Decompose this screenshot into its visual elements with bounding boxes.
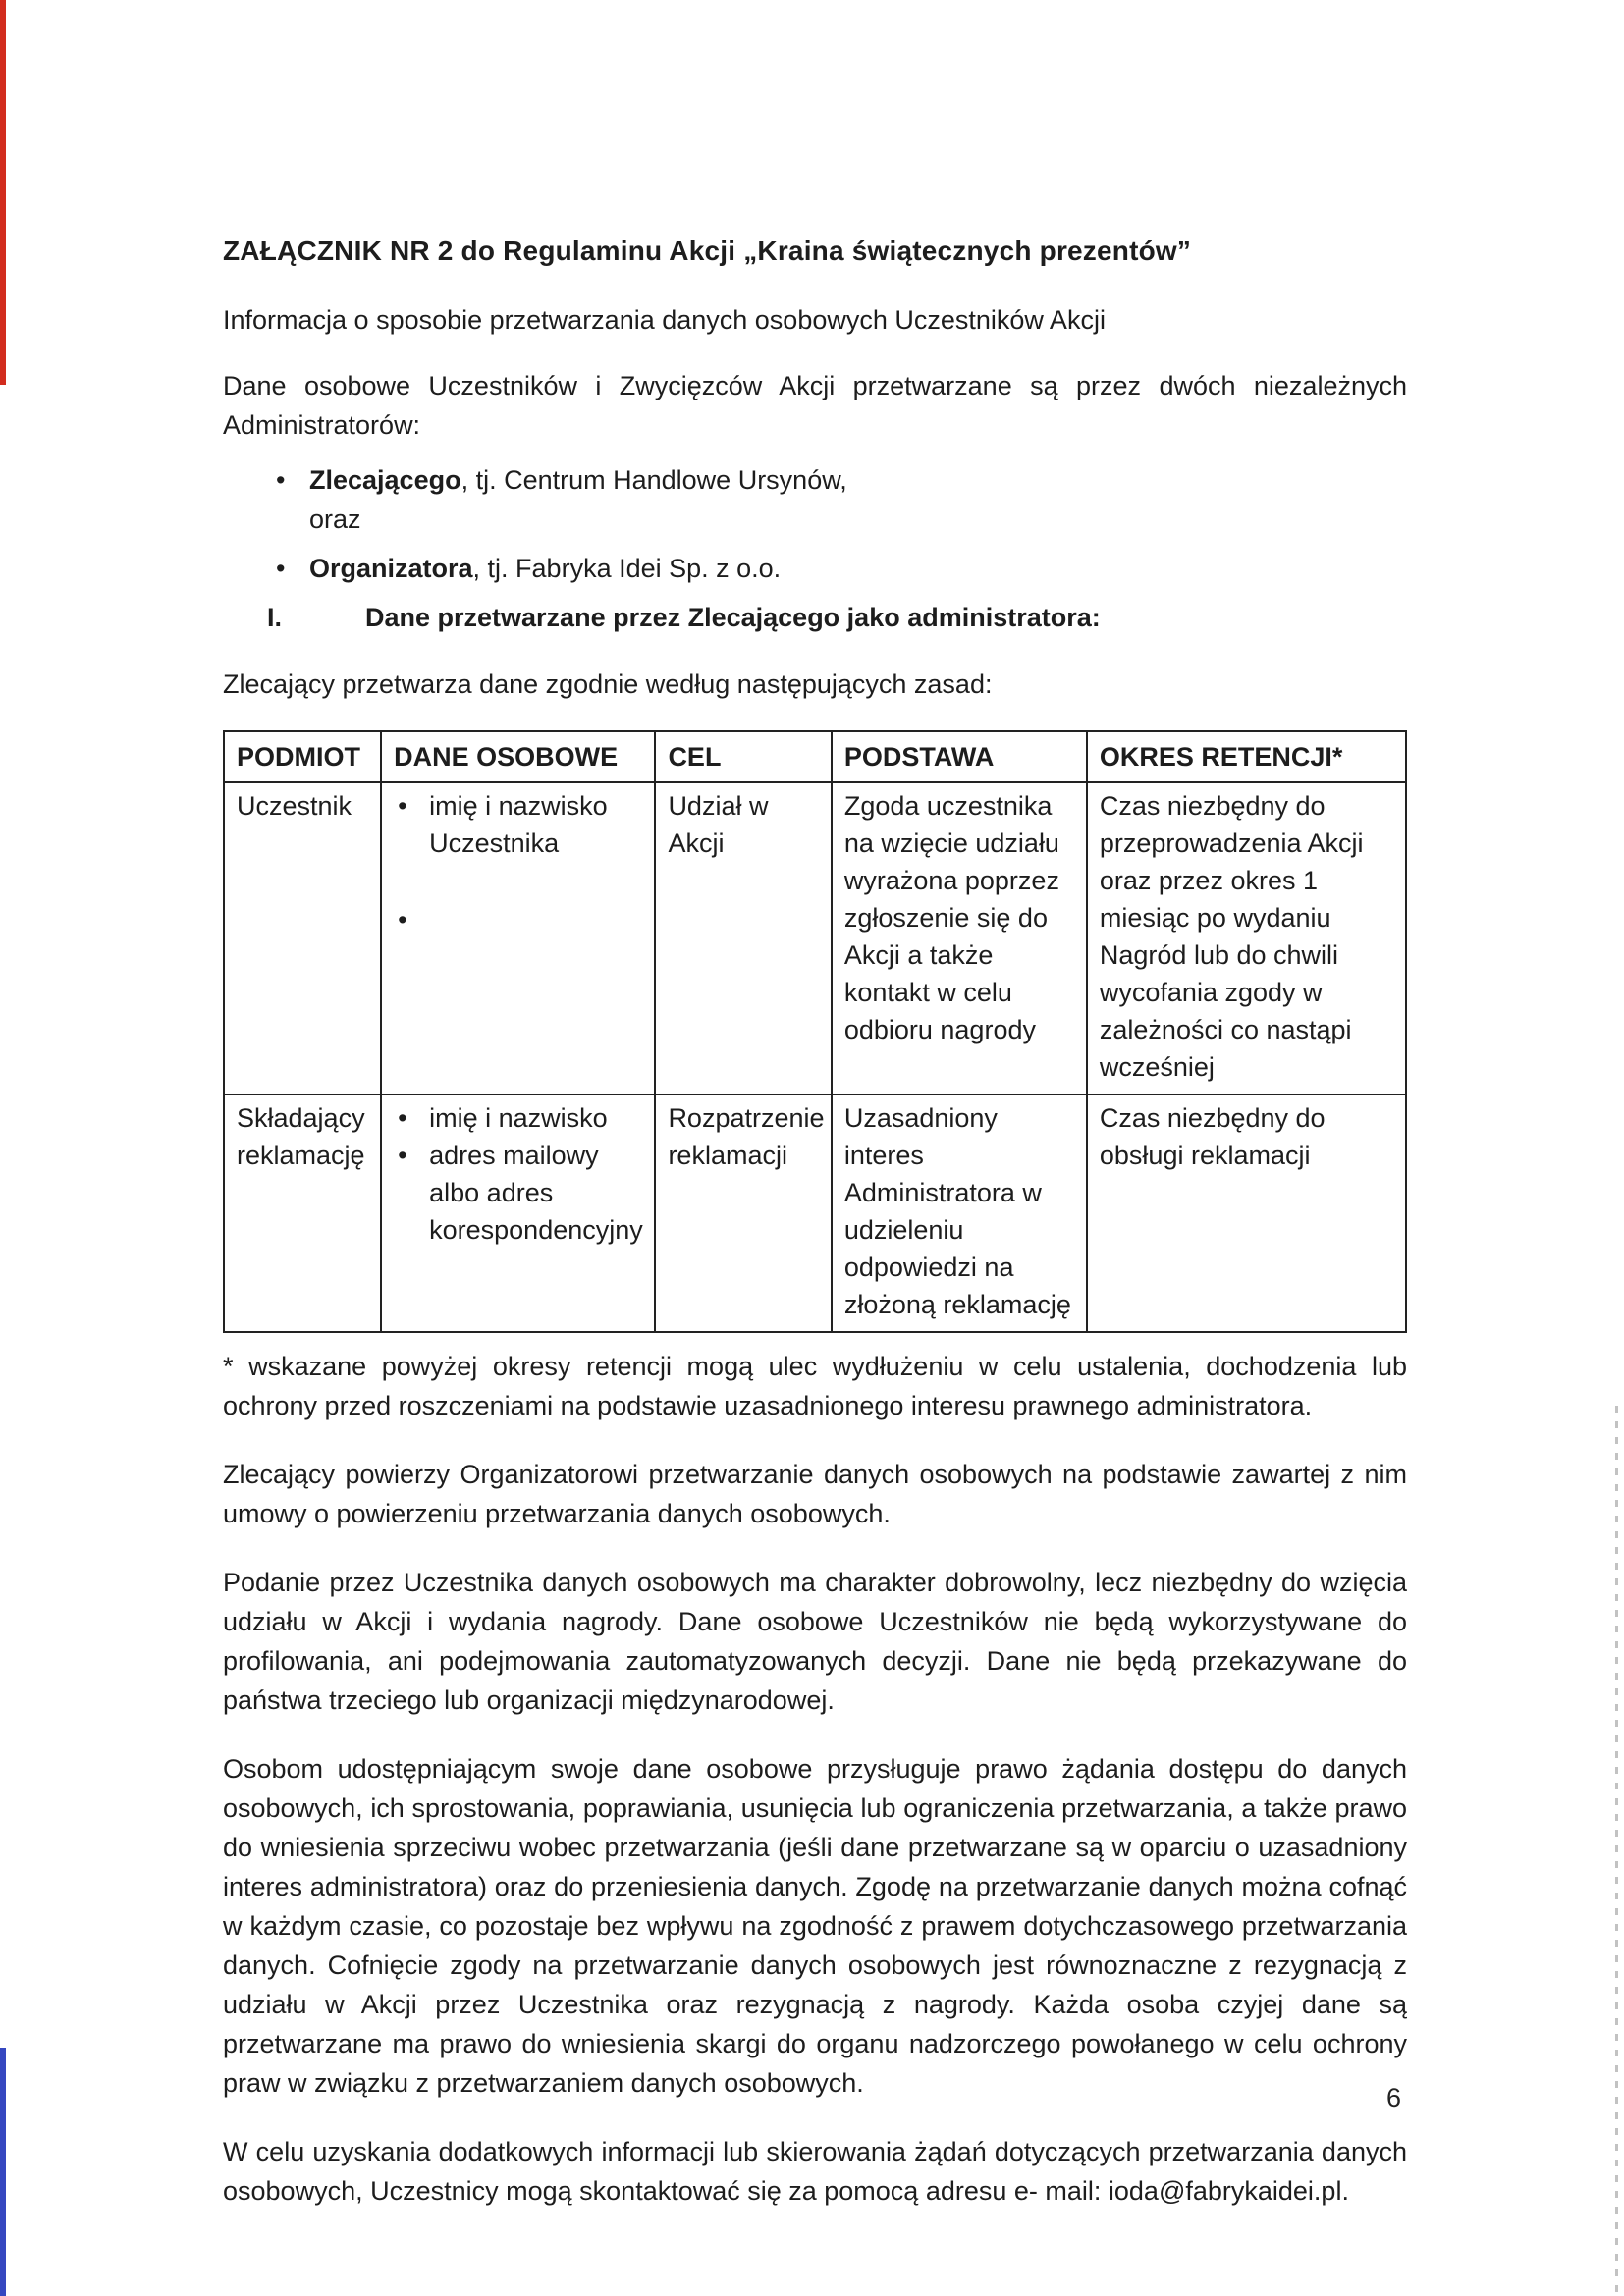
scan-artifact-red-strip [0,0,6,385]
retention-footnote: * wskazane powyżej okresy retencji mogą ulec wydłużeniu w celu ustalenia, dochodzenia lub ochrony przed roszczeniami na podstawie uzasadnionego interesu prawnego administratora. [223,1352,1407,1420]
bullet-bold-label: Organizatora [309,554,473,583]
paragraph-powierzenie: Zlecający powierzy Organizatorowi przetwarzanie danych osobowych na podstawie zawartej z nim umowy o powierzeniu przetwarzania danych osobowych. [223,1460,1407,1528]
page-number: 6 [1386,2083,1402,2112]
list-item-zlecajacy [274,460,1407,539]
cell-dane [381,782,655,1095]
cell-bullet [394,1099,642,1137]
table-row-reklamacja [224,1095,1406,1332]
column-header-okres: OKRES RETENCJI* [1087,731,1406,782]
bullet-extra-text: oraz [309,505,361,534]
cell-cel: Udział w Akcji [655,782,831,1095]
table-header-row [224,731,1406,782]
list-item-organizator [274,549,1407,588]
cell-dane [381,1095,655,1332]
column-header-dane: DANE OSOBOWE [381,731,655,782]
cell-bullet [394,1137,642,1249]
table-row-uczestnik [224,782,1406,1095]
cell-bullet-text: imię i nazwisko [429,1103,608,1133]
cell-podstawa: Zgoda uczestnika na wzięcie udziału wyrażona poprzez zgłoszenie się do Akcji a także kontakt w celu odbioru nagrody [832,782,1087,1095]
scan-artifact-blue-strip [0,2048,6,2296]
cell-bullet-text: adres mailowy albo adres korespondencyjny [429,1141,643,1245]
bullet-bold-label: Zlecającego [309,465,461,495]
cell-okres: Czas niezbędny do obsługi reklamacji [1087,1095,1406,1332]
cell-podmiot: Uczestnik [224,782,381,1095]
column-header-podmiot: PODMIOT [224,731,381,782]
table-intro: Zlecający przetwarza dane zgodnie według następujących zasad: [223,669,993,699]
bullet-line [274,549,1407,588]
bullet-rest-text: , tj. Fabryka Idei Sp. z o.o. [472,554,782,583]
cell-cel: Rozpatrzenie reklamacji [655,1095,831,1332]
cell-podmiot: Składający reklamację [224,1095,381,1332]
intro-line: Informacja o sposobie przetwarzania danych osobowych Uczestników Akcji [223,305,1106,335]
cell-podstawa: Uzasadniony interes Administratora w udzieleniu odpowiedzi na złożoną reklamację [832,1095,1087,1332]
paragraph-prawa-osob: Osobom udostępniającym swoje dane osobowe przysługuje prawo żądania dostępu do danych osobowych, ich sprostowania, poprawiania, usunięcia lub ograniczenia przetwarzania, a także prawo do wniesienia sprzeciwu wobec przetwarzania (jeśli dane przetwarzane są w oparciu o uzasadniony interes administratora) oraz do przeniesienia danych. Zgodę na przetwarzanie danych można cofnąć w każdym czasie, co pozostaje bez wpływu na zgodność z prawem dotychczasowego przetwarzania danych. Cofnięcie zgody na przetwarzanie danych osobowych jest równoznaczne z rezygnacją z udziału w Akcji przez Uczestnika oraz rezygnacją z nagrody. Każda osoba czyjej dane są przetwarzane ma prawo do wniesienia skargi do organu nadzorczego powołanego w celu ochrony praw w związku z przetwarzaniem danych osobowych. [223,1754,1407,2098]
column-header-podstawa: PODSTAWA [832,731,1087,782]
bullet-line [274,460,1407,500]
scan-artifact-dashed-line [1615,1406,1618,2296]
cell-okres: Czas niezbędny do przeprowadzenia Akcji oraz przez okres 1 miesiąc po wydaniu Nagród lub do chwili wycofania zgody w zależności co nastąpi wcześniej [1087,782,1406,1095]
section-heading [223,598,1407,637]
section-number: I. [267,603,283,632]
administrators-list [223,460,1407,588]
bullet-rest-text: , tj. Centrum Handlowe Ursynów, [460,465,847,495]
section-heading-text: Dane przetwarzane przez Zlecającego jako administratora: [365,603,1101,632]
document-title: ZAŁĄCZNIK NR 2 do Regulaminu Akcji „Kraina świątecznych prezentów” [223,236,1192,266]
paragraph-dobrowolnosc: Podanie przez Uczestnika danych osobowych ma charakter dobrowolny, lecz niezbędny do wzięcia udziału w Akcji i wydania nagrody. Dane osobowe Uczestników nie będą wykorzystywane do profilowania, ani podejmowania zautomatyzowanych decyzji. Dane nie będą przekazywane do państwa trzeciego lub organizacji międzynarodowej. [223,1568,1407,1715]
paragraph-kontakt: W celu uzyskania dodatkowych informacji lub skierowania żądań dotyczących przetwarzania danych osobowych, Uczestnicy mogą skontaktować się za pomocą adresu e- mail: ioda@fabrykaidei.pl. [223,2137,1407,2206]
column-header-cel: CEL [655,731,831,782]
administrators-paragraph: Dane osobowe Uczestników i Zwycięzców Akcji przetwarzane są przez dwóch niezależnych Administratorów: [223,371,1407,440]
document-content [223,236,1407,2240]
cell-bullet-text: imię i nazwisko Uczestnika [429,791,608,858]
cell-bullet [394,787,642,862]
data-processing-table [223,730,1407,1333]
